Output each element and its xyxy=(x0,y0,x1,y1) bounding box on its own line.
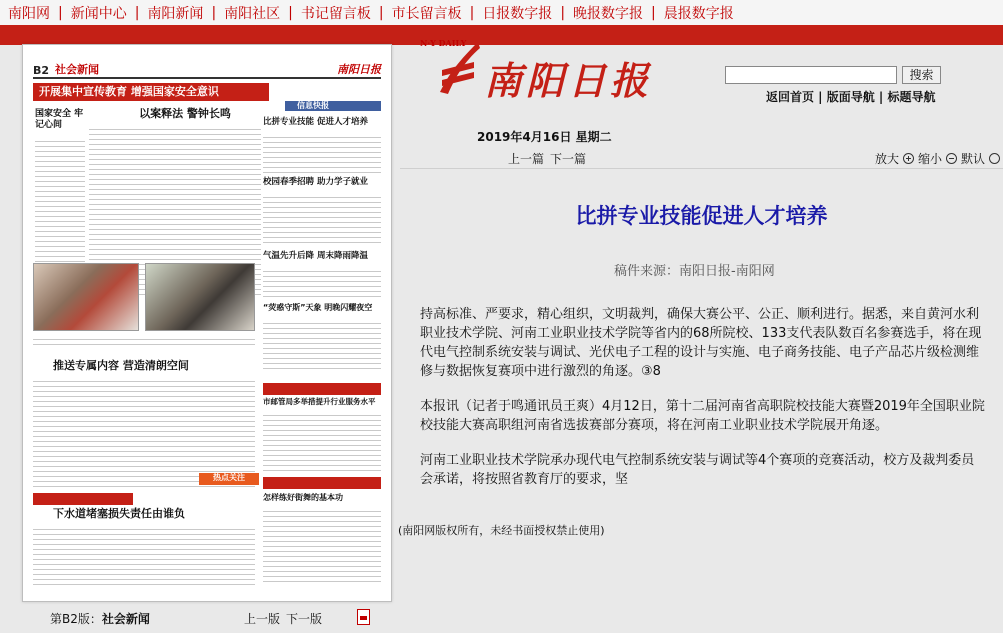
newspaper-page-image[interactable] xyxy=(22,44,392,602)
pdf-icon[interactable] xyxy=(357,609,370,625)
zoom-controls xyxy=(875,150,1000,167)
top-nav-item[interactable]: 新闻中心 xyxy=(70,5,127,22)
paper-info-box-title: 信息快报 xyxy=(285,101,381,111)
paper-text-column xyxy=(263,193,381,243)
paper-headline[interactable]: 以案释法 警钟长鸣 xyxy=(115,107,255,120)
top-nav-item[interactable]: 书记留言板 xyxy=(300,5,371,22)
prev-article-link[interactable]: 上一篇 xyxy=(508,152,545,166)
top-nav-item[interactable]: 日报数字报 xyxy=(482,5,553,22)
page-label-name[interactable]: 社会新闻 xyxy=(101,612,150,626)
paper-headline[interactable]: 比拼专业技能 促进人才培养 xyxy=(263,117,381,127)
top-nav-item[interactable]: 南阳新闻 xyxy=(147,5,204,22)
page-nav xyxy=(244,610,322,627)
nav-separator: | xyxy=(134,4,140,21)
paper-headline[interactable]: 校园春季招聘 助力学子就业 xyxy=(263,177,381,187)
paper-header xyxy=(33,59,381,79)
paper-text-column xyxy=(263,507,381,585)
paper-headline[interactable]: 市邮管局多举措提升行业服务水平 xyxy=(263,397,381,406)
search-button[interactable]: 搜索 xyxy=(902,66,941,84)
article-title: 比拼专业技能促进人才培养 xyxy=(575,204,828,228)
zoom-in-label[interactable]: 放大 xyxy=(875,152,900,166)
paper-red-banner[interactable]: 开展集中宣传教育 增强国家安全意识 xyxy=(33,83,269,101)
copyright-notice: (南阳网版权所有，未经书面授权禁止使用) xyxy=(398,524,605,537)
nav-separator: | xyxy=(211,4,217,21)
paper-text-column xyxy=(33,525,255,585)
divider xyxy=(400,168,1003,169)
zoom-out-label[interactable]: 缩小 xyxy=(918,152,943,166)
paper-text-column xyxy=(263,133,381,175)
page-label xyxy=(50,610,150,627)
paper-red-bar xyxy=(263,477,381,489)
top-nav xyxy=(0,0,1003,25)
paper-text-column xyxy=(263,267,381,297)
article-paragraph: 本报讯（记者于鸣通讯员王爽）4月12日，第十二届河南省高职院校技能大赛暨2019年全国职业院校技能大赛高职组河南省选拔赛部分赛项，将在河南工业职业技术学院展开角逐。 xyxy=(420,399,985,433)
paper-logo: 南阳日报 xyxy=(337,63,381,76)
top-nav-item[interactable]: 市长留言板 xyxy=(391,5,462,22)
nav-separator: | xyxy=(58,4,63,21)
paper-text-column xyxy=(263,411,381,471)
article-paragraph: 河南工业职业技术学院承办现代电气控制系统安装与调试等4个赛项的竞赛活动，校方及裁判委员会承诺，将按照省教育厅的要求，坚 xyxy=(420,453,975,487)
zoom-reset-label[interactable]: 默认 xyxy=(961,152,986,166)
paper-text-column xyxy=(263,319,381,373)
article-paragraph: 持高标准、严要求，精心组织，文明裁判，确保大赛公平、公正、顺利进行。据悉，来自黄河水利职业技术学院、河南工业职业技术学院等省内的68所院校、133支代表队数百名参赛选手，将在现代电气控制系统安装与调试、光伏电子工程的设计与实施、电子商务技能、电子产品芯片级检测维修与数据恢复赛项中进行激烈的角逐。③8 xyxy=(420,307,982,379)
zoom-reset-icon[interactable] xyxy=(989,153,1000,164)
nav-separator: | xyxy=(651,4,656,21)
top-nav-item[interactable]: 南阳网 xyxy=(8,5,50,22)
article-source: 稿件来源：南阳日报-南阳网 xyxy=(614,264,775,279)
top-nav-item[interactable]: 南阳社区 xyxy=(224,5,281,22)
nav-separator: | xyxy=(288,4,293,21)
page-label-prefix: 第B2版： xyxy=(50,612,102,626)
paper-photo xyxy=(145,263,255,331)
paper-hot-label: 热点关注 xyxy=(213,473,245,482)
next-page-link[interactable]: 下一版 xyxy=(286,612,323,626)
top-nav-item[interactable]: 晚报数字报 xyxy=(573,5,644,22)
next-article-link[interactable]: 下一篇 xyxy=(550,152,587,166)
article-nav xyxy=(508,150,586,167)
paper-text-column xyxy=(33,377,255,487)
search-input[interactable] xyxy=(725,66,897,84)
paper-headline[interactable]: 气温先升后降 周末降雨降温 xyxy=(263,251,381,261)
article-body xyxy=(420,305,985,505)
paper-photo xyxy=(33,263,139,331)
paper-headline[interactable]: 国家安全 牢记心间 xyxy=(35,109,84,130)
paper-section: 社会新闻 xyxy=(55,63,100,76)
zoom-out-icon[interactable] xyxy=(946,153,957,164)
paper-red-bar xyxy=(33,493,133,505)
nav-separator: | xyxy=(469,4,475,21)
issue-date: 2019年4月16日 星期二 xyxy=(477,130,612,144)
paper-page-no: B2 xyxy=(33,64,50,77)
nav-separator: | xyxy=(560,4,566,21)
paper-headline[interactable]: 怎样练好街舞的基本功 xyxy=(263,493,381,503)
nav-links[interactable]: 返回首页 | 版面导航 | 标题导航 xyxy=(766,90,936,104)
zoom-in-icon[interactable] xyxy=(903,153,914,164)
logo-text: 南阳日报 xyxy=(484,58,653,103)
logo-english: N·Y DAILY xyxy=(420,38,467,48)
paper-headline[interactable]: 推送专属内容 营造清朗空间 xyxy=(53,359,223,372)
paper-headline[interactable]: 下水道堵塞损失责任由谁负 xyxy=(53,507,243,520)
site-logo[interactable] xyxy=(420,28,676,106)
top-nav-item[interactable]: 晨报数字报 xyxy=(663,5,734,22)
paper-red-bar xyxy=(263,383,381,395)
nav-separator: | xyxy=(378,4,384,21)
paper-text-column xyxy=(33,335,255,347)
prev-page-link[interactable]: 上一版 xyxy=(244,612,281,626)
paper-headline[interactable]: “荧惑守斯”天象 明晚闪耀夜空 xyxy=(263,303,381,313)
